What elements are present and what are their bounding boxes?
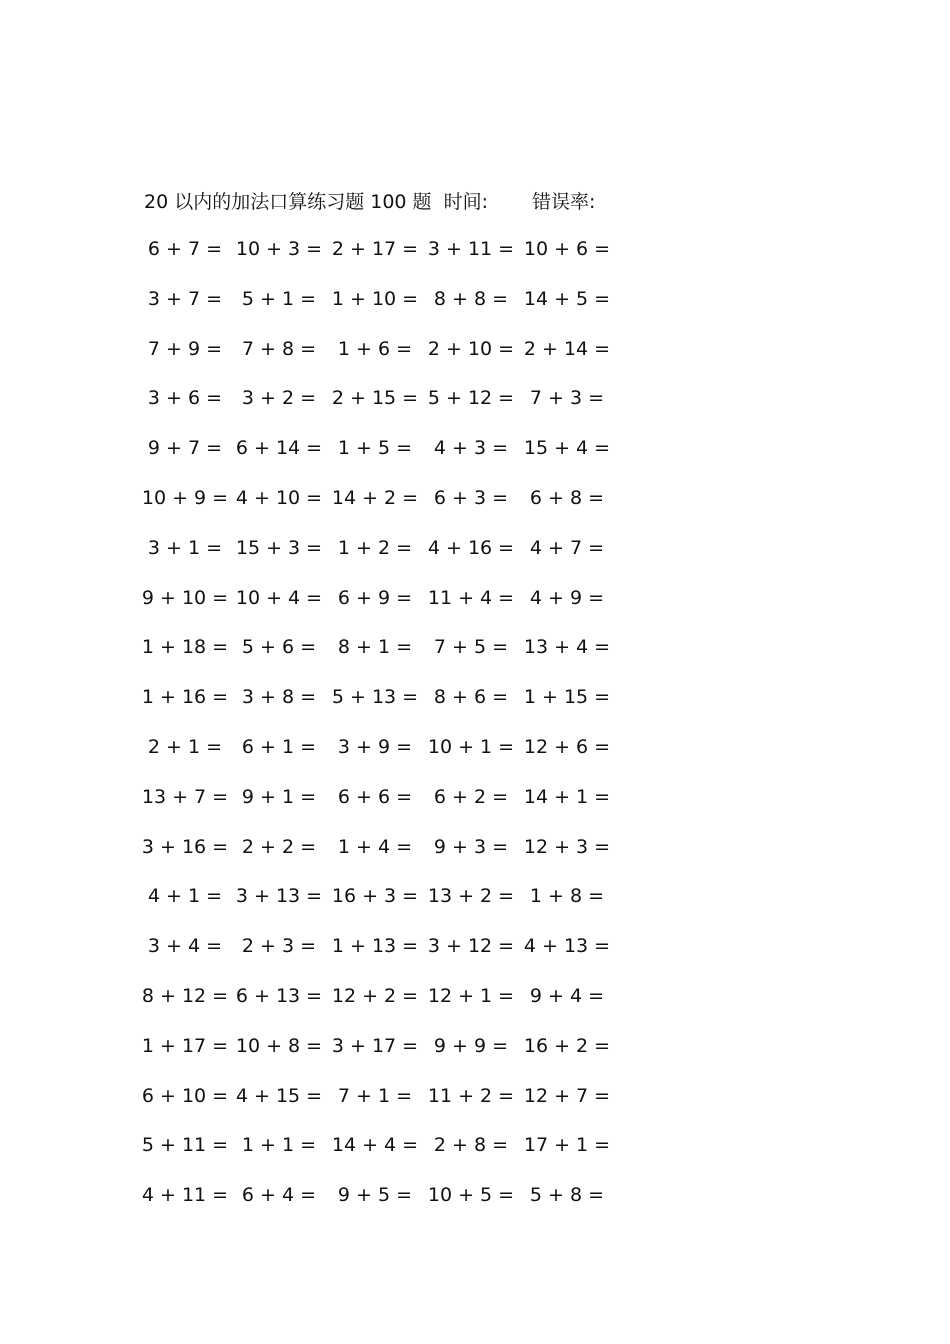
worksheet-title: 20 以内的加法口算练习题 100 题: [144, 190, 432, 213]
problem-item: 13 + 2 =: [427, 885, 515, 908]
problem-item: 4 + 13 =: [523, 935, 611, 958]
problem-item: 1 + 15 =: [523, 686, 611, 709]
problem-item: 6 + 3 =: [433, 486, 509, 509]
problem-item: 3 + 16 =: [141, 835, 229, 858]
problem-item: 6 + 7 =: [147, 238, 223, 260]
problem-item: 9 + 3 =: [433, 835, 509, 858]
problem-item: 4 + 3 =: [433, 437, 509, 460]
problem-item: 1 + 13 =: [331, 935, 419, 958]
problem-grid: [141, 234, 628, 1230]
problem-item: 16 + 3 =: [331, 885, 419, 908]
problem-item: 7 + 3 =: [529, 387, 605, 410]
problem-item: 3 + 11 =: [427, 238, 515, 260]
problem-item: 4 + 11 =: [141, 1184, 229, 1207]
problem-item: 5 + 6 =: [241, 636, 317, 659]
problem-row: [148, 234, 628, 284]
problem-item: 3 + 17 =: [331, 1034, 419, 1057]
problem-item: 3 + 7 =: [147, 287, 223, 310]
problem-item: 6 + 14 =: [235, 437, 323, 460]
problem-item: 2 + 14 =: [523, 337, 611, 360]
problem-item: 9 + 7 =: [147, 437, 223, 460]
problem-item: 3 + 12 =: [427, 935, 515, 958]
problem-row: [141, 632, 628, 682]
problem-item: 15 + 4 =: [523, 437, 611, 460]
problem-item: 4 + 15 =: [235, 1084, 323, 1107]
problem-item: 7 + 1 =: [337, 1084, 413, 1107]
problem-item: 1 + 5 =: [337, 437, 413, 460]
problem-item: 14 + 2 =: [331, 486, 419, 509]
problem-item: 5 + 13 =: [331, 686, 419, 709]
problem-item: 10 + 5 =: [427, 1184, 515, 1207]
problem-item: 2 + 15 =: [331, 387, 419, 410]
problem-item: 4 + 16 =: [427, 536, 515, 559]
problem-row: [148, 334, 628, 384]
problem-item: 9 + 5 =: [337, 1184, 413, 1207]
problem-item: 5 + 11 =: [141, 1134, 229, 1157]
problem-item: 7 + 5 =: [433, 636, 509, 659]
problem-item: 11 + 4 =: [427, 586, 515, 609]
problem-item: 4 + 7 =: [529, 536, 605, 559]
problem-row: [148, 533, 628, 583]
problem-item: 5 + 12 =: [427, 387, 515, 410]
problem-item: 17 + 1 =: [523, 1134, 611, 1157]
problem-row: [148, 881, 628, 931]
problem-item: 1 + 10 =: [331, 287, 419, 310]
error-rate-label: 错误率:: [531, 190, 596, 213]
problem-item: 1 + 1 =: [241, 1134, 317, 1157]
problem-item: 1 + 8 =: [529, 885, 605, 908]
problem-row: [141, 782, 628, 832]
problem-item: 4 + 1 =: [147, 885, 223, 908]
problem-item: 2 + 8 =: [433, 1134, 509, 1157]
problem-item: 5 + 1 =: [241, 287, 317, 310]
problem-item: 1 + 2 =: [337, 536, 413, 559]
problem-item: 14 + 1 =: [523, 785, 611, 808]
problem-item: 14 + 5 =: [523, 287, 611, 310]
problem-item: 6 + 4 =: [241, 1184, 317, 1207]
problem-item: 8 + 6 =: [433, 686, 509, 709]
problem-item: 8 + 8 =: [433, 287, 509, 310]
problem-item: 13 + 7 =: [141, 785, 229, 808]
problem-item: 4 + 9 =: [529, 586, 605, 609]
problem-item: 6 + 6 =: [337, 785, 413, 808]
problem-row: [141, 483, 628, 533]
problem-item: 8 + 1 =: [337, 636, 413, 659]
problem-item: 9 + 10 =: [141, 586, 229, 609]
problem-item: 1 + 16 =: [141, 686, 229, 709]
problem-item: 7 + 8 =: [241, 337, 317, 360]
problem-item: 4 + 10 =: [235, 486, 323, 509]
problem-row: [141, 1081, 628, 1131]
problem-item: 2 + 1 =: [147, 735, 223, 758]
problem-item: 11 + 2 =: [427, 1084, 515, 1107]
problem-item: 13 + 4 =: [523, 636, 611, 659]
problem-item: 10 + 1 =: [427, 735, 515, 758]
problem-item: 6 + 8 =: [529, 486, 605, 509]
problem-row: [141, 583, 628, 633]
problem-item: 6 + 1 =: [241, 735, 317, 758]
problem-item: 6 + 13 =: [235, 984, 323, 1007]
problem-row: [141, 1031, 628, 1081]
problem-item: 2 + 17 =: [331, 238, 419, 260]
problem-item: 12 + 2 =: [331, 984, 419, 1007]
problem-item: 14 + 4 =: [331, 1134, 419, 1157]
problem-item: 7 + 9 =: [147, 337, 223, 360]
problem-item: 5 + 8 =: [529, 1184, 605, 1207]
problem-item: 3 + 13 =: [235, 885, 323, 908]
problem-item: 6 + 9 =: [337, 586, 413, 609]
problem-row: [141, 832, 628, 882]
problem-item: 1 + 18 =: [141, 636, 229, 659]
problem-item: 9 + 9 =: [433, 1034, 509, 1057]
problem-row: [141, 1130, 628, 1180]
problem-item: 12 + 6 =: [523, 735, 611, 758]
problem-item: 10 + 4 =: [235, 586, 323, 609]
problem-item: 16 + 2 =: [523, 1034, 611, 1057]
problem-item: 15 + 3 =: [235, 536, 323, 559]
problem-item: 3 + 2 =: [241, 387, 317, 410]
time-label: 时间:: [443, 190, 488, 213]
problem-row: [141, 981, 628, 1031]
problem-row: [148, 931, 628, 981]
problem-item: 1 + 6 =: [337, 337, 413, 360]
problem-item: 9 + 4 =: [529, 984, 605, 1007]
problem-item: 10 + 3 =: [235, 238, 323, 260]
problem-item: 12 + 1 =: [427, 984, 515, 1007]
problem-item: 2 + 3 =: [241, 935, 317, 958]
problem-item: 10 + 9 =: [141, 486, 229, 509]
problem-item: 12 + 7 =: [523, 1084, 611, 1107]
problem-item: 3 + 6 =: [147, 387, 223, 410]
problem-row: [141, 1180, 628, 1230]
problem-item: 3 + 4 =: [147, 935, 223, 958]
problem-item: 10 + 8 =: [235, 1034, 323, 1057]
problem-item: 6 + 2 =: [433, 785, 509, 808]
problem-item: 9 + 1 =: [241, 785, 317, 808]
problem-row: [141, 682, 628, 732]
problem-row: [148, 732, 628, 782]
problem-item: 6 + 10 =: [141, 1084, 229, 1107]
problem-item: 10 + 6 =: [523, 238, 611, 260]
problem-item: 3 + 8 =: [241, 686, 317, 709]
problem-row: [148, 433, 628, 483]
problem-item: 1 + 17 =: [141, 1034, 229, 1057]
problem-item: 3 + 1 =: [147, 536, 223, 559]
problem-item: 2 + 10 =: [427, 337, 515, 360]
problem-row: [148, 284, 628, 334]
problem-item: 8 + 12 =: [141, 984, 229, 1007]
problem-item: 2 + 2 =: [241, 835, 317, 858]
problem-item: 12 + 3 =: [523, 835, 611, 858]
problem-item: 3 + 9 =: [337, 735, 413, 758]
worksheet-header: [144, 186, 595, 214]
problem-row: [148, 383, 628, 433]
problem-item: 1 + 4 =: [337, 835, 413, 858]
